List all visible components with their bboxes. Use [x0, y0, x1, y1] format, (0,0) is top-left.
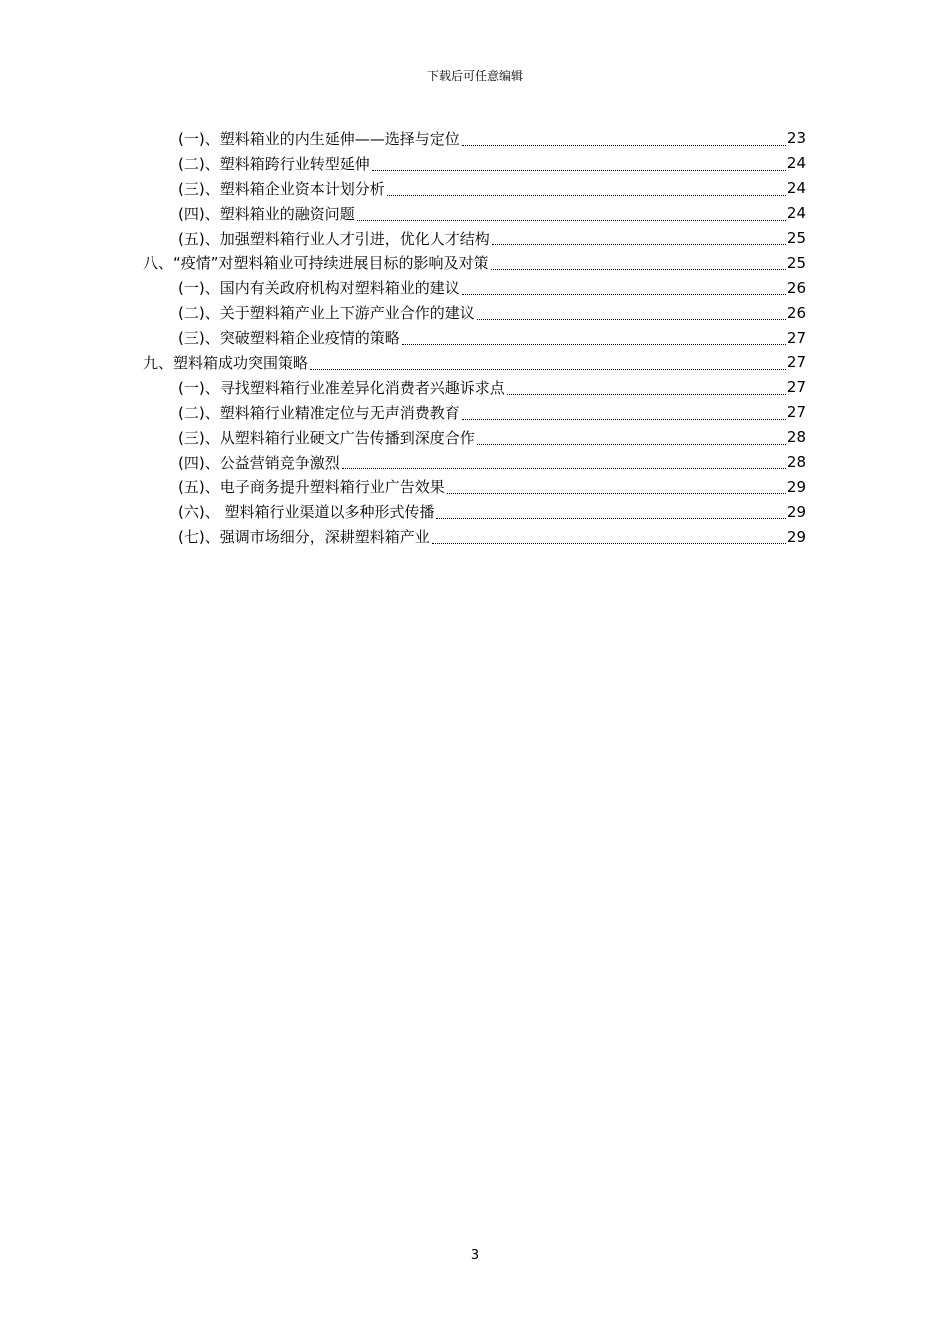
toc-entry-page: 27: [786, 378, 806, 397]
toc-dot-leader: [492, 230, 786, 245]
toc-entry[interactable]: [178, 450, 806, 475]
toc-dot-leader: [462, 131, 786, 146]
toc-entry[interactable]: [178, 400, 806, 425]
toc-dot-leader: [432, 529, 786, 544]
toc-entry[interactable]: [178, 425, 806, 450]
toc-entry-page: 29: [786, 502, 806, 521]
toc-entry-page: 26: [786, 278, 806, 297]
toc-chapter-entry[interactable]: [143, 250, 806, 275]
toc-entry-title: (五)、电子商务提升塑料箱行业广告效果: [178, 478, 445, 497]
toc-dot-leader: [310, 355, 786, 370]
toc-entry-page: 25: [786, 253, 806, 272]
toc-dot-leader: [402, 330, 786, 345]
toc-entry-title: (二)、塑料箱跨行业转型延伸: [178, 154, 370, 173]
toc-entry[interactable]: [178, 499, 806, 524]
toc-entry-title: (四)、公益营销竞争激烈: [178, 453, 340, 472]
toc-entry-title: (四)、塑料箱业的融资问题: [178, 204, 355, 223]
toc-entry-page: 27: [786, 353, 806, 372]
toc-entry[interactable]: [178, 201, 806, 226]
toc-chapter-entry[interactable]: [143, 350, 806, 375]
toc-entry-title: (三)、从塑料箱行业硬文广告传播到深度合作: [178, 428, 475, 447]
toc-entry[interactable]: [178, 474, 806, 499]
toc-dot-leader: [477, 430, 786, 445]
toc-dot-leader: [372, 156, 786, 171]
toc-entry-title: 八、“疫情”对塑料箱业可持续进展目标的影响及对策: [143, 254, 489, 273]
toc-entry-title: (二)、关于塑料箱产业上下游产业合作的建议: [178, 304, 475, 323]
toc-entry-title: (一)、国内有关政府机构对塑料箱业的建议: [178, 279, 460, 298]
toc-entry-title: (三)、突破塑料箱企业疫情的策略: [178, 329, 400, 348]
toc-entry-page: 28: [786, 428, 806, 447]
toc-entry-page: 28: [786, 453, 806, 472]
toc-dot-leader: [447, 479, 786, 494]
table-of-contents: [0, 126, 950, 549]
toc-entry-page: 23: [786, 129, 806, 148]
toc-entry-page: 24: [786, 204, 806, 223]
toc-dot-leader: [357, 206, 786, 221]
toc-entry[interactable]: [178, 226, 806, 251]
toc-dot-leader: [436, 504, 785, 519]
toc-dot-leader: [462, 280, 786, 295]
toc-entry[interactable]: [178, 151, 806, 176]
toc-entry-page: 29: [786, 477, 806, 496]
toc-entry-page: 27: [786, 403, 806, 422]
toc-dot-leader: [462, 405, 786, 420]
toc-entry-title: (五)、加强塑料箱行业人才引进，优化人才结构: [178, 229, 490, 248]
toc-dot-leader: [477, 305, 786, 320]
toc-entry-page: 24: [786, 154, 806, 173]
toc-entry[interactable]: [178, 300, 806, 325]
toc-entry-page: 29: [786, 527, 806, 546]
toc-entry-title: (一)、塑料箱业的内生延伸——选择与定位: [178, 129, 460, 148]
toc-dot-leader: [507, 380, 786, 395]
toc-entry-page: 24: [786, 179, 806, 198]
toc-dot-leader: [491, 255, 786, 270]
toc-entry[interactable]: [178, 126, 806, 151]
toc-entry-title: (二)、塑料箱行业精准定位与无声消费教育: [178, 403, 460, 422]
toc-entry-page: 25: [786, 229, 806, 247]
toc-entry-title: 九、塑料箱成功突围策略: [143, 353, 309, 372]
toc-entry[interactable]: [178, 275, 806, 300]
toc-entry-page: 27: [786, 328, 806, 347]
toc-entry-title: (六)、 塑料箱行业渠道以多种形式传播: [178, 503, 435, 522]
toc-entry[interactable]: [178, 176, 806, 201]
toc-entry-title: (一)、寻找塑料箱行业准差异化消费者兴趣诉求点: [178, 378, 505, 397]
toc-entry-page: 26: [786, 303, 806, 322]
toc-entry-title: (七)、强调市场细分，深耕塑料箱产业: [178, 528, 430, 547]
toc-entry[interactable]: [178, 524, 806, 549]
toc-entry[interactable]: [178, 325, 806, 350]
toc-entry-title: (三)、塑料箱企业资本计划分析: [178, 179, 385, 198]
page-header: 下载后可任意编辑: [426, 69, 523, 83]
toc-dot-leader: [342, 454, 786, 469]
page-number: 3: [470, 1248, 480, 1263]
toc-entry[interactable]: [178, 375, 806, 400]
toc-dot-leader: [387, 181, 786, 196]
